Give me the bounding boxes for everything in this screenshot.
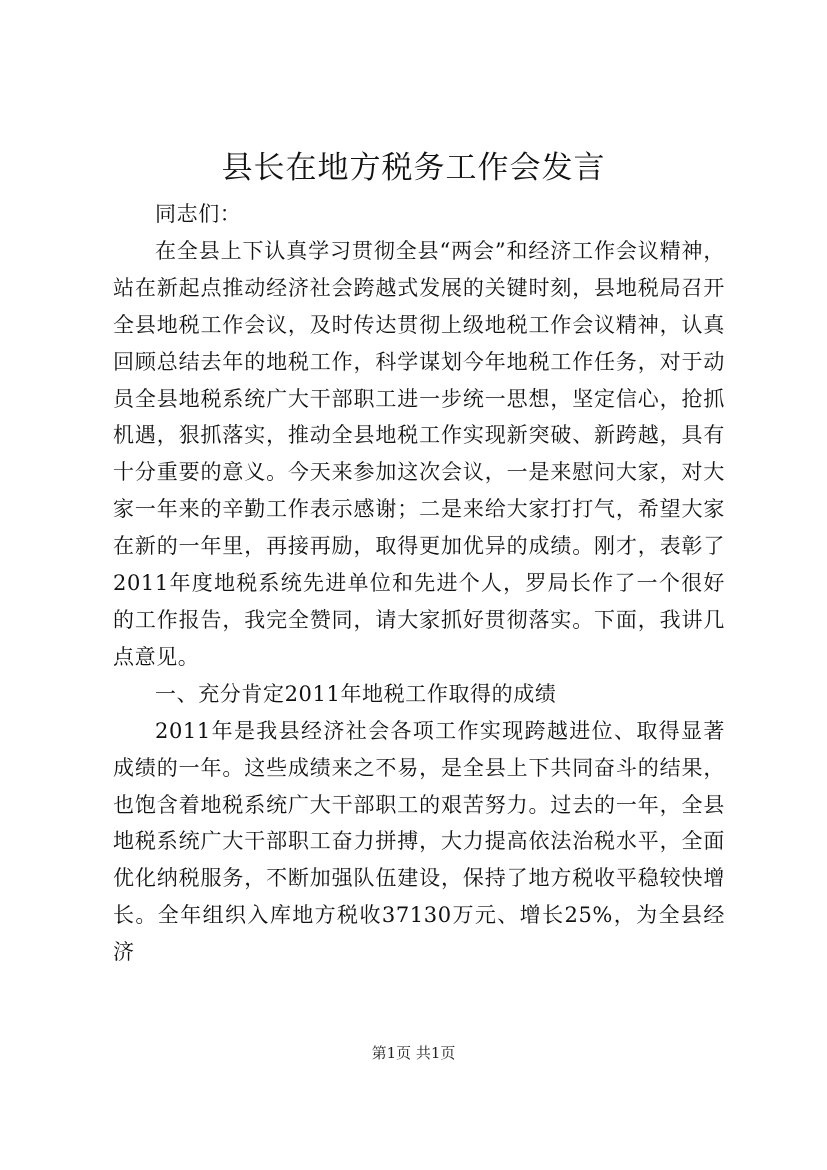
- page-footer: 第1页 共1页: [371, 1044, 456, 1062]
- document-body: [113, 196, 725, 971]
- document-title: 县长在地方税务工作会发言: [221, 150, 606, 186]
- salutation: 同志们：: [155, 202, 242, 226]
- paragraph-opening: 在全县上下认真学习贯彻全县“两会”和经济工作会议精神，站在新起点推动经济社会跨越式发展的关键时刻，县地税局召开全县地税工作会议，及时传达贯彻上级地税工作会议精神，认真回顾总结去年的地税工作，科学谋划今年地税工作任务，对于动员全县地税系统广大干部职工进一步统一思想，坚定信心，抢抓机遇，狠抓落实，推动全县地税工作实现新突破、新跨越，具有十分重要的意义。今天来参加这次会议，一是来慰问大家，对大家一年来的辛勤工作表示感谢；二是来给大家打打气，希望大家在新的一年里，再接再励，取得更加优异的成绩。刚才，表彰了2011年度地税系统先进单位和先进个人，罗局长作了一个很好的工作报告，我完全赞同，请大家抓好贯彻落实。下面，我讲几点意见。: [113, 238, 725, 669]
- section-heading-1: 一、充分肯定2011年地税工作取得的成绩: [155, 681, 557, 706]
- paragraph-achievements: 2011年是我县经济社会各项工作实现跨越进位、取得显著成绩的一年。这些成绩来之不易，是全县上下共同奋斗的结果，也饱含着地税系统广大干部职工的艰苦努力。过去的一年，全县地税系统广大干部职工奋力拼搏，大力提高依法治税水平，全面优化纳税服务，不断加强队伍建设，保持了地方税收平稳较快增长。全年组织入库地方税收37130万元、增长25%，为全县经济: [113, 718, 725, 965]
